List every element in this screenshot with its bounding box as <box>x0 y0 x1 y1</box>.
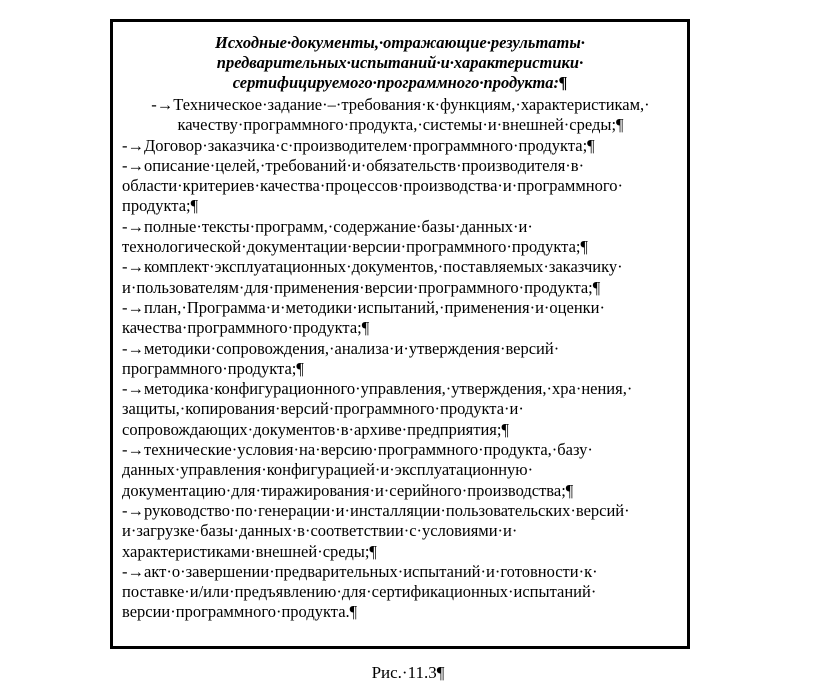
text-line: качеству·программного·продукта,·системы·и·внешней·среды;¶ <box>177 115 624 135</box>
text-line: -→акт·о·завершении·предварительных·испытаний·и·готовности·к· <box>122 561 598 581</box>
text-line: версии·программного·продукта.¶ <box>122 602 358 622</box>
text-line: -→Договор·заказчика·с·производителем·программного·продукта;¶ <box>122 135 595 155</box>
text-line: -→Техническое·задание·–·требования·к·функциям,·характеристикам,· <box>151 95 650 114</box>
title-line: предварительных·испытаний·и·характеристики· <box>216 53 584 72</box>
figure-caption: Рис.·11.3¶ <box>371 663 445 682</box>
text-line: данных·управления·конфигурацией·и·эксплуатационную· <box>122 460 534 480</box>
document-title <box>113 33 687 93</box>
text-line: -→технические·условия·на·версию·программного·продукта,·базу· <box>122 440 593 460</box>
text-line: продукта;¶ <box>122 196 199 216</box>
text-line: области·критериев·качества·процессов·производства·и·программного· <box>122 176 623 196</box>
text-line: -→методики·сопровождения,·анализа·и·утверждения·версий· <box>122 338 560 358</box>
text-line: -→комплект·эксплуатационных·документов,·поставляемых·заказчику· <box>122 257 623 277</box>
title-line: сертифицируемого·программного·продукта:¶ <box>232 73 568 92</box>
text-line: -→описание·целей,·требований·и·обязательств·производителя·в· <box>122 155 585 175</box>
text-line: -→методика·конфигурационного·управления,·утверждения,·хра·нения,· <box>122 379 633 399</box>
text-line: технологической·документации·версии·программного·продукта;¶ <box>122 237 588 257</box>
text-line: -→руководство·по·генерации·и·инсталляции·пользовательских·версий· <box>122 500 630 520</box>
text-line: документацию·для·тиражирования·и·серийного·производства;¶ <box>122 480 574 500</box>
document-frame <box>110 19 690 649</box>
text-line: -→план,·Программа·и·методики·испытаний,·применения·и·оценки· <box>122 297 605 317</box>
text-line: и·загрузке·базы·данных·в·соответствии·с·условиями·и· <box>122 521 518 541</box>
text-line: и·пользователям·для·применения·версии·программного·продукта;¶ <box>122 277 601 297</box>
text-line: защиты,·копирования·версий·программного·продукта·и· <box>122 399 524 419</box>
text-line: программного·продукта;¶ <box>122 358 304 378</box>
document-body <box>122 95 679 623</box>
text-line: сопровождающих·документов·в·архиве·предприятия;¶ <box>122 419 509 439</box>
text-line: -→полные·тексты·программ,·содержание·базы·данных·и· <box>122 216 533 236</box>
text-line: характеристиками·внешней·среды;¶ <box>122 541 377 561</box>
text-line: поставке·и/или·предъявлению·для·сертификационных·испытаний· <box>122 582 597 602</box>
text-line: качества·программного·продукта;¶ <box>122 318 370 338</box>
title-line: Исходные·документы,·отражающие·результаты· <box>215 33 585 52</box>
